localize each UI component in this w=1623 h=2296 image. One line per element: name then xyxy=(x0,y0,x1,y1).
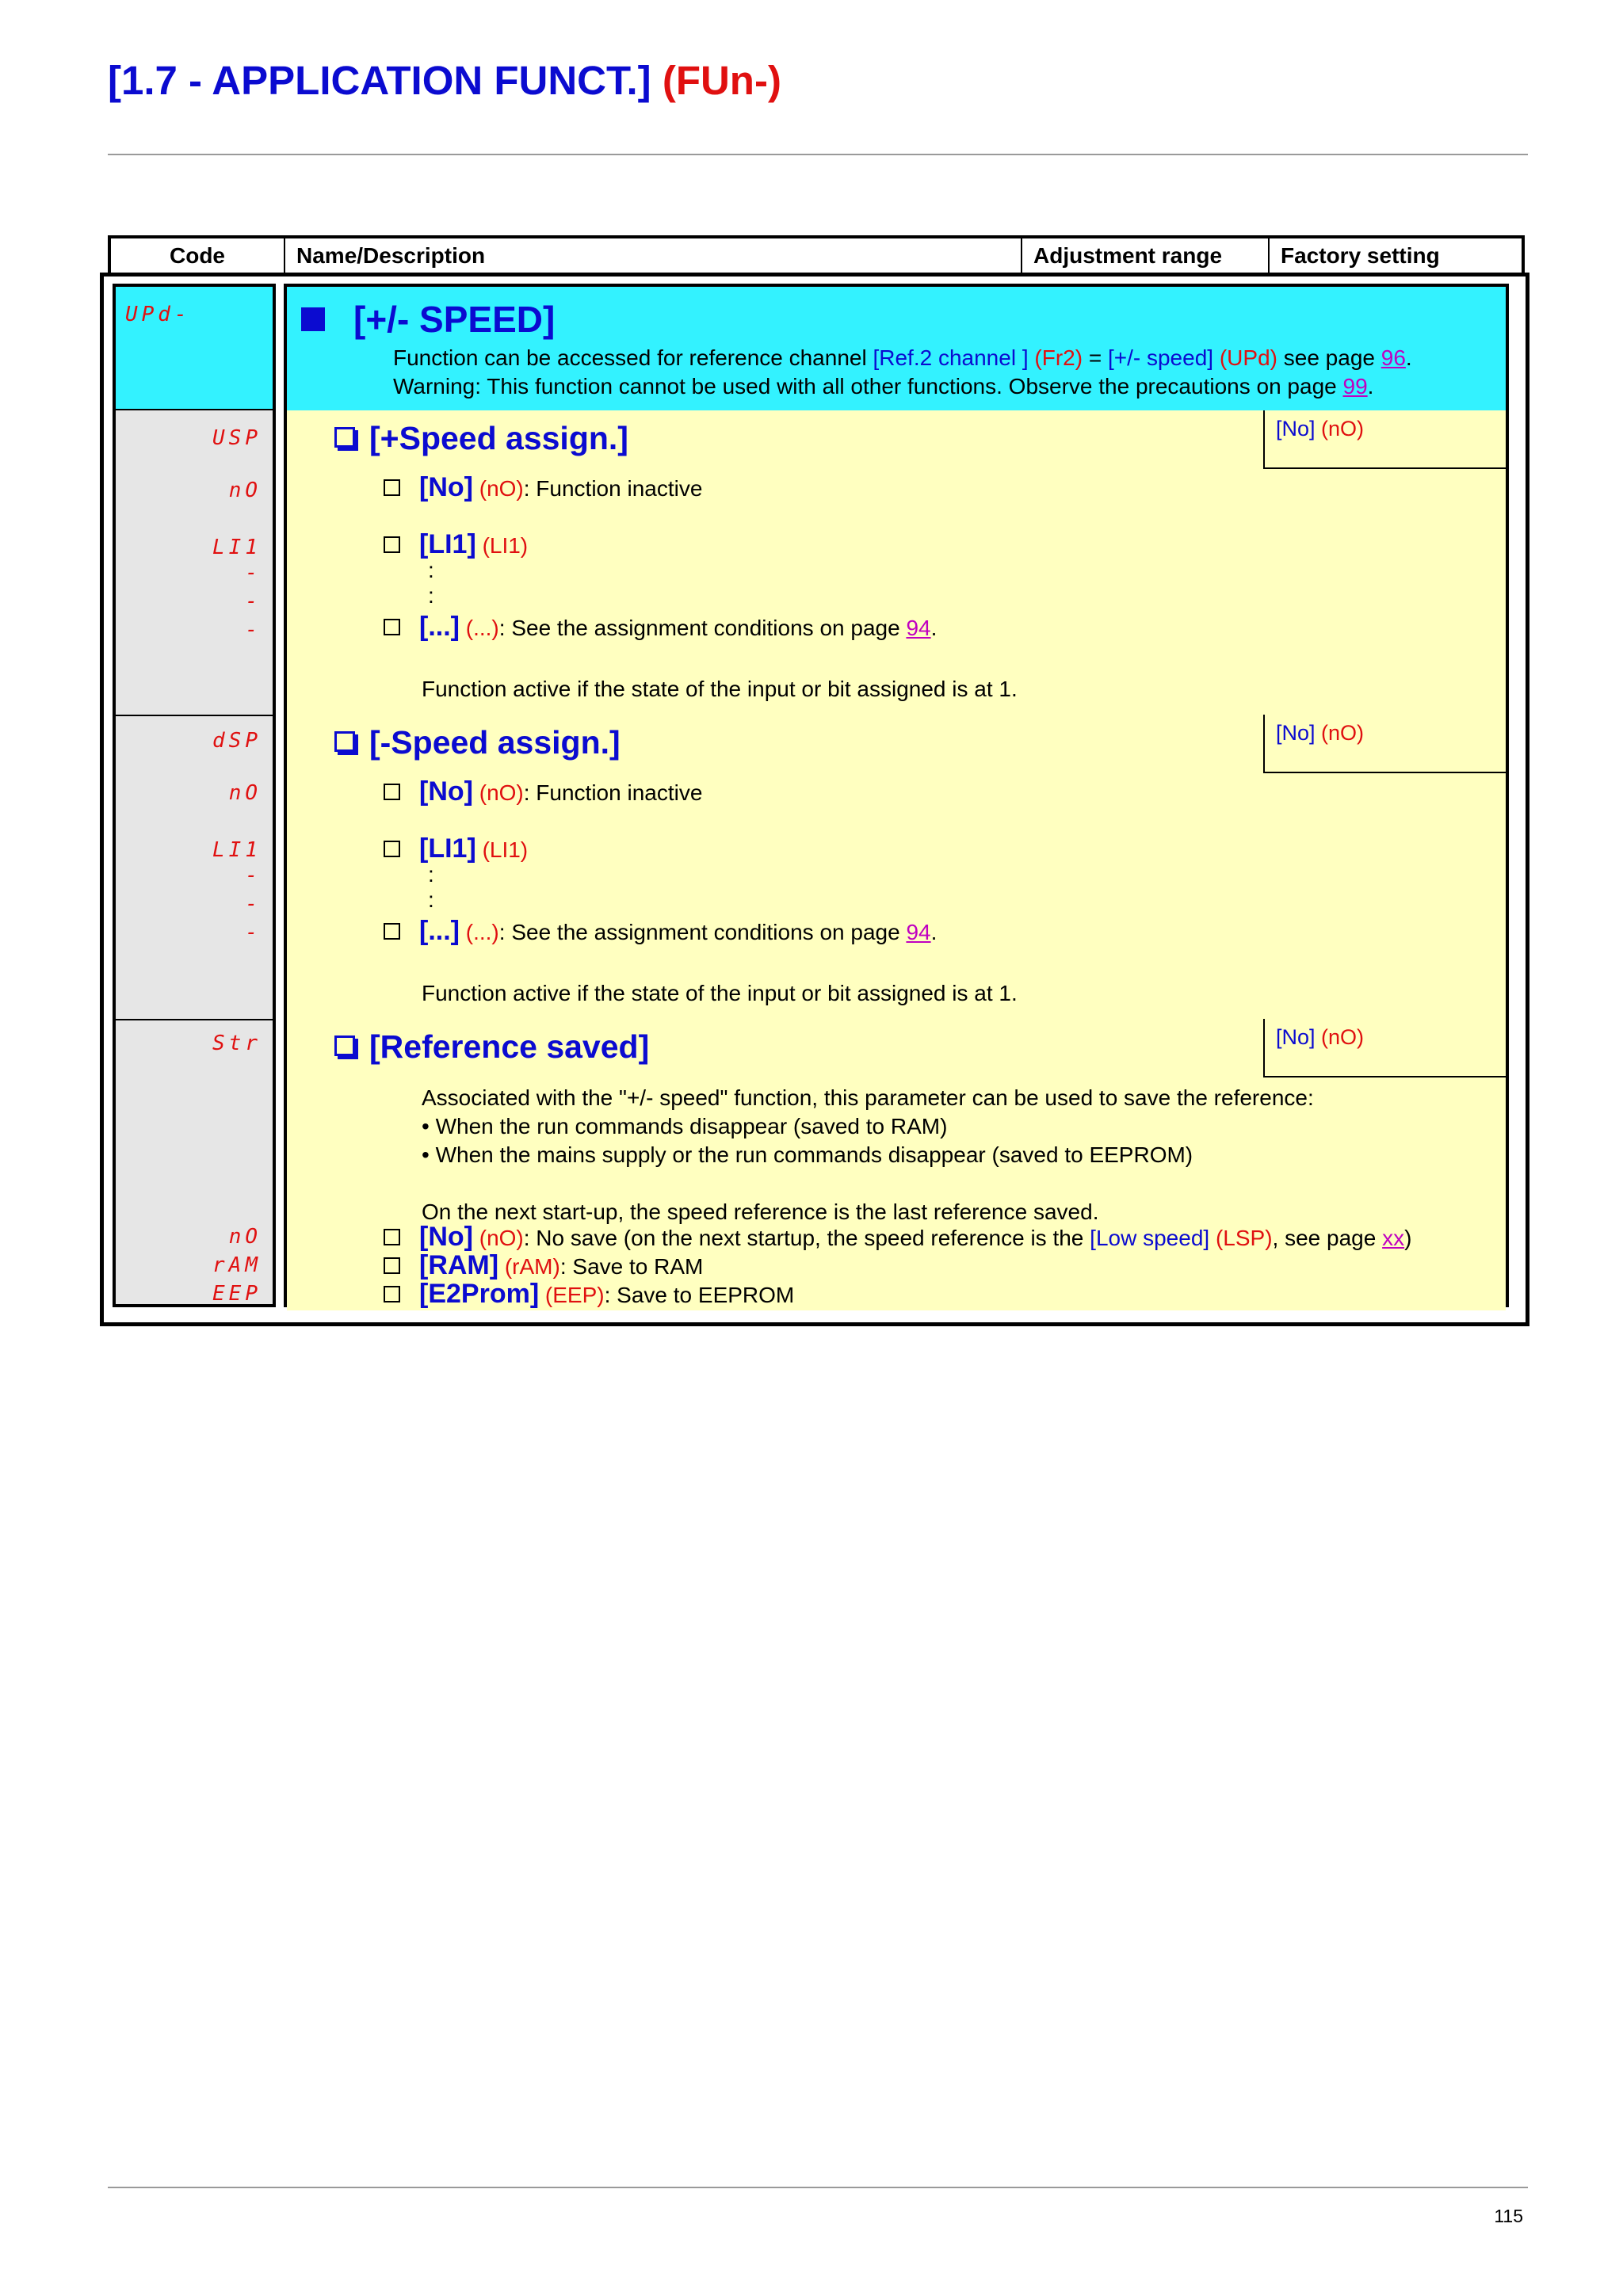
dsp-option-li1: [LI1] (LI1) xyxy=(384,833,528,864)
section-dsp xyxy=(287,715,1506,1020)
section-usp xyxy=(287,410,1506,716)
ellipsis-colon: : xyxy=(428,862,434,887)
str-option-ram: [RAM] (rAM): Save to RAM xyxy=(384,1250,703,1281)
str-bullet-1: • When the run commands disappear (saved to RAM) xyxy=(422,1114,948,1138)
upd-line-2: Warning: This function cannot be used with all other functions. Observe the precautions on page 99. xyxy=(393,374,1374,399)
checkbox-icon xyxy=(384,536,400,553)
dsp-option-no: [No] (nO): Function inactive xyxy=(384,776,702,807)
dsp-note: Function active if the state of the input or bit assigned is at 1. xyxy=(422,981,1018,1005)
checkbox-icon xyxy=(384,1229,400,1245)
ellipsis-colon: : xyxy=(428,583,434,608)
option-box-icon xyxy=(334,731,355,752)
page-link-xx[interactable]: xx xyxy=(1382,1226,1405,1250)
code-dsp-li1: LI1 xyxy=(212,838,262,862)
code-str: Str xyxy=(212,1032,262,1055)
str-title: [Reference saved] xyxy=(334,1028,649,1066)
code-dsp-dash: - xyxy=(245,921,262,944)
usp-factory-setting: [No] (nO) xyxy=(1263,410,1506,469)
code-str-eep: EEP xyxy=(212,1282,262,1306)
page-link-94[interactable]: 94 xyxy=(906,616,931,640)
column-separator xyxy=(273,284,287,1307)
filled-square-icon xyxy=(301,307,325,331)
str-factory-setting: [No] (nO) xyxy=(1263,1019,1506,1077)
option-box-icon xyxy=(334,427,355,448)
code-usp-no: nO xyxy=(228,479,262,502)
section-upd-title: [+/- SPEED] xyxy=(301,298,555,341)
code-upd: UPd- xyxy=(125,303,191,326)
code-dsp-dash: - xyxy=(245,892,262,916)
str-option-no: [No] (nO): No save (on the next startup, the speed reference is the [Low speed] (LSP), see page xx) xyxy=(384,1222,1411,1253)
checkbox-icon xyxy=(384,1257,400,1274)
code-dsp-no: nO xyxy=(228,781,262,805)
checkbox-icon xyxy=(384,479,400,496)
code-usp-dash: - xyxy=(245,618,262,642)
usp-title: [+Speed assign.] xyxy=(334,420,628,457)
code-usp-li1: LI1 xyxy=(212,536,262,559)
checkbox-icon xyxy=(384,619,400,635)
description-column xyxy=(287,284,1509,1307)
checkbox-icon xyxy=(384,784,400,800)
code-dsp: dSP xyxy=(212,729,262,753)
header-code: Code xyxy=(111,238,285,273)
code-dsp-dash: - xyxy=(245,864,262,887)
page-link-94[interactable]: 94 xyxy=(906,920,931,944)
page-link-96[interactable]: 96 xyxy=(1381,345,1406,370)
code-usp-dash: - xyxy=(245,561,262,585)
checkbox-icon xyxy=(384,1286,400,1302)
dsp-factory-setting: [No] (nO) xyxy=(1263,715,1506,773)
ellipsis-colon: : xyxy=(428,558,434,582)
dsp-title: [-Speed assign.] xyxy=(334,724,621,761)
checkbox-icon xyxy=(384,923,400,940)
checkbox-icon xyxy=(384,841,400,857)
upd-line-1: Function can be accessed for reference channel [Ref.2 channel ] (Fr2) = [+/- speed] (UPd) see page 96. xyxy=(393,345,1412,370)
page-number: 115 xyxy=(1494,2206,1523,2226)
code-divider xyxy=(116,1019,273,1020)
dsp-option-dots: [...] (...): See the assignment conditions on page 94. xyxy=(384,916,937,947)
code-str-no: nO xyxy=(228,1225,262,1249)
section-upd xyxy=(287,287,1506,412)
str-bullet-2: • When the mains supply or the run commands disappear (saved to EEPROM) xyxy=(422,1142,1193,1167)
table-header xyxy=(108,235,1525,277)
top-rule xyxy=(108,154,1528,155)
code-str-ram: rAM xyxy=(212,1253,262,1277)
code-divider xyxy=(116,715,273,716)
str-paragraph-2: On the next start-up, the speed reference is the last reference saved. xyxy=(422,1199,1099,1224)
ellipsis-colon: : xyxy=(428,887,434,912)
page-title: [1.7 - APPLICATION FUNCT.] (FUn-) xyxy=(108,58,781,103)
table-body xyxy=(113,284,1509,1307)
bottom-rule xyxy=(108,2187,1528,2188)
header-factory: Factory setting xyxy=(1281,243,1440,268)
str-option-eep: [E2Prom] (EEP): Save to EEPROM xyxy=(384,1279,794,1310)
str-paragraph: Associated with the "+/- speed" function, this parameter can be used to save the reference: xyxy=(422,1085,1314,1110)
header-range: Adjustment range xyxy=(1022,238,1270,273)
header-name: Name/Description xyxy=(285,238,1022,273)
code-usp: USP xyxy=(212,426,262,450)
code-usp-dash: - xyxy=(245,589,262,613)
option-box-icon xyxy=(334,1035,355,1056)
usp-note: Function active if the state of the input or bit assigned is at 1. xyxy=(422,677,1018,701)
usp-option-dots: [...] (...): See the assignment conditions on page 94. xyxy=(384,612,937,643)
usp-option-li1: [LI1] (LI1) xyxy=(384,529,528,560)
page-link-99[interactable]: 99 xyxy=(1342,374,1368,399)
usp-option-no: [No] (nO): Function inactive xyxy=(384,472,702,503)
page-title-code: (FUn-) xyxy=(662,58,781,103)
code-column xyxy=(113,284,273,1307)
section-str xyxy=(287,1019,1506,1310)
